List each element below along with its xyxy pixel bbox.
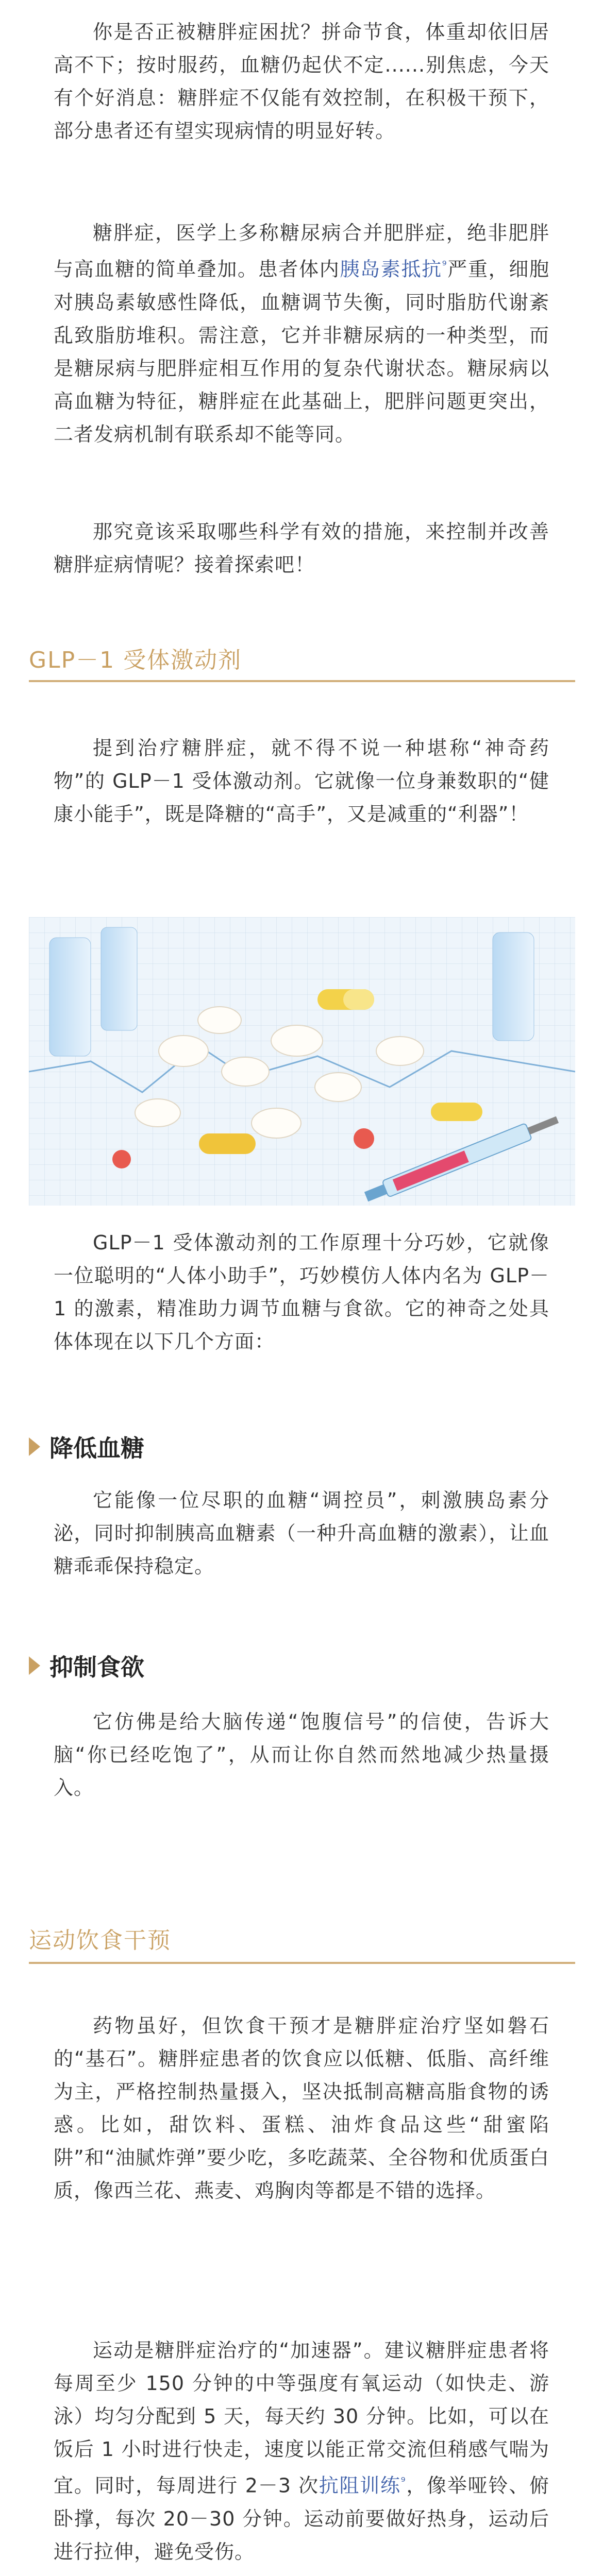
link-resistance-training[interactable]: 抗阻训练 — [319, 2474, 401, 2497]
pills-image — [29, 917, 575, 1206]
subheading-lower-blood-sugar: 降低血糖 — [29, 1430, 144, 1464]
intro-paragraph-1: 你是否正被糖胖症困扰？拼命节食，体重却依旧居高不下；按时服药，血糖仍起伏不定......别焦虑，今天有个好消息：糖胖症不仅能有效控制，在积极干预下，部分患者还有望实现病情的明显好转。 — [54, 21, 549, 142]
section-divider — [29, 680, 575, 682]
link-insulin-resistance[interactable]: 胰岛素抵抗 — [340, 258, 442, 281]
section-title-exercise-diet: 运动饮食干预 — [29, 1927, 171, 1954]
triangle-marker-icon — [29, 1437, 40, 1456]
suppress-appetite-text: 它仿佛是给大脑传递“饱腹信号”的信使，告诉大脑“你已经吃饱了”，从而让你自然而然地减少热量摄入。 — [54, 1710, 549, 1799]
section-title-glp1: GLP－1 受体激动剂 — [29, 647, 242, 673]
search-icon: ⁹ — [442, 259, 447, 272]
lower-blood-sugar-text: 它能像一位尽职的血糖“调控员”，刺激胰岛素分泌，同时抑制胰高血糖素（一种升高血糖的激素），让血糖乖乖保持稳定。 — [54, 1489, 549, 1578]
section1-paragraph-2: GLP－1 受体激动剂的工作原理十分巧妙，它就像一位聪明的“人体小助手”，巧妙模仿人体内名为 GLP－1 的激素，精准助力调节血糖与食欲。它的神奇之处具体体现在以下几个方面： — [54, 1231, 549, 1353]
intro-paragraph-2: 糖胖症，医学上多称糖尿病合并肥胖症，绝非肥胖与高血糖的简单叠加。患者体内胰岛素抵抗$^{^9}$严重，细胞对胰岛素敏感性降低，血糖调节失衡，同时脂肪代谢紊乱致脂肪堆积。需注意，它并非糖尿病的一种类型，而是糖尿病与肥胖症相互作用的复杂代谢状态。糖尿病以高血糖为特征，糖胖症在此基础上，肥胖问题更突出，二者发病机制有联系却不能等同。 — [54, 222, 549, 446]
search-icon: ⁹ — [400, 2476, 406, 2488]
section2-paragraph-2: 运动是糖胖症治疗的“加速器”。建议糖胖症患者将每周至少 150 分钟的中等强度有氧运动（如快走、游泳）均匀分配到 5 天，每天约 30 分钟。比如，可以在饭后 1 小时进行快走，速度以能正常交流但稍感气喘为宜。同时，每周进行 2－3 次抗阻训练$^{^9}$，像举哑铃、俯卧撑，每次 20－30 分钟。运动前要做好热身，运动后进行拉伸，避免受伤。 — [54, 2339, 549, 2563]
section-divider — [29, 1962, 575, 1964]
section1-paragraph-1: 提到治疗糖胖症，就不得不说一种堪称“神奇药物”的 GLP－1 受体激动剂。它就像一位身兼数职的“健康小能手”，既是降糖的“高手”，又是减重的“利器”！ — [54, 737, 549, 825]
section2-paragraph-1: 药物虽好，但饮食干预才是糖胖症治疗坚如磐石的“基石”。糖胖症患者的饮食应以低糖、低脂、高纤维为主，严格控制热量摄入，坚决抵制高糖高脂食物的诱惑。比如，甜饮料、蛋糕、油炸食品这些“甜蜜陷阱”和“油腻炸弹”要少吃，多吃蔬菜、全谷物和优质蛋白质，像西兰花、燕麦、鸡胸肉等都是不错的选择。 — [54, 2014, 549, 2202]
intro-paragraph-3: 那究竟该采取哪些科学有效的措施，来控制并改善糖胖症病情呢？接着探索吧！ — [54, 520, 549, 576]
subheading-suppress-appetite: 抑制食欲 — [29, 1649, 144, 1683]
triangle-marker-icon — [29, 1656, 40, 1675]
